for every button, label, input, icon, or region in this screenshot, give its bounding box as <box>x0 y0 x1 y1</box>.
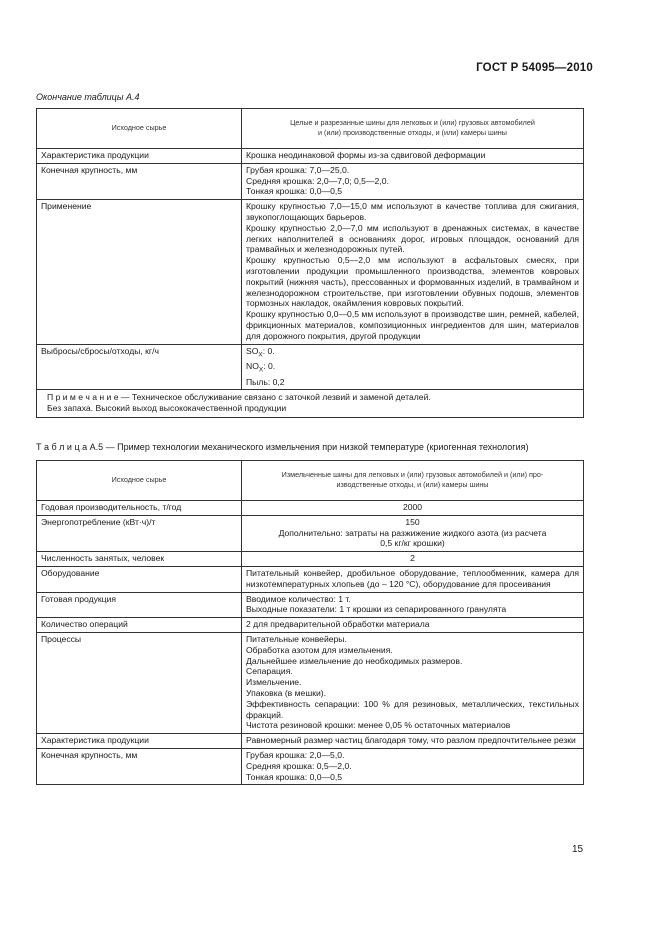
table-row <box>37 618 584 633</box>
row-label: Готовая продукция <box>37 592 242 618</box>
row-value: Вводимое количество: 1 т. Выходные показатели: 1 т крошки из сепарированного гранулята <box>242 592 584 618</box>
column-header-material: Измельченные шины для легковых и (или) грузовых автомобилей и (или) про- изводственные отходы, и (или) камеры шины <box>242 461 584 501</box>
row-value: 150 Дополнительно: затраты на разжижение жидкого азота (из расчета 0,5 кг/кг крошки) <box>242 515 584 551</box>
table-row <box>37 501 584 516</box>
table-a5 <box>36 460 584 785</box>
row-label: Годовая производительность, т/год <box>37 501 242 516</box>
row-label: Количество операций <box>37 618 242 633</box>
table-header-row <box>37 461 584 501</box>
table-note-row <box>37 390 584 418</box>
row-value: Грубая крошка: 2,0—5,0. Средняя крошка: 0,5—2,0. Тонкая крошка: 0,0—0,5 <box>242 748 584 784</box>
page-number: 15 <box>572 844 584 855</box>
column-header-source: Исходное сырье <box>37 461 242 501</box>
table-row <box>37 515 584 551</box>
table-row <box>37 552 584 567</box>
row-value: Равномерный размер частиц благодаря тому, что разлом предпочтительнее резки <box>242 734 584 749</box>
row-value: Крошку крупностью 7,0—15,0 мм используют в качестве топлива для сжигания, звукопоглощающих барьеров. Крошку крупностью 2,0—7,0 мм используют в дренажных системах, в качестве легких наполнителей в основаниях дорог, игровых площадок, оснований для трамвайных и железнодорожных путей. Крошку крупностью 0,5—2,0 мм используют в асфальтовых смесях, при изготовлении продукции промышленного производства, элементов ковровых покрытий (нижняя часть), прессованных и формованных изделий, в трамвайном и железнодорожном строительстве, при изготовлении обувных подошв, элементов тормозных накладок, окаймления ковровых покрытий. Крошку крупностью 0,0—0,5 мм используют в производстве шин, ремней, кабелей, фрикционных материалов, композиционных ингредиентов для шин, материалов для дорожного покрытия, другой продукции <box>242 200 584 344</box>
row-value: 2 <box>242 552 584 567</box>
row-value: Питательный конвейер, дробильное оборудование, теплообменник, камера для низкотемпературных хлопьев (до – 120 °С), оборудование для просеивания <box>242 566 584 592</box>
row-label: Конечная крупность, мм <box>37 748 242 784</box>
table-a4-caption: Окончание таблицы А.4 <box>36 92 140 102</box>
table-a5-caption: Т а б л и ц а А.5 — Пример технологии механического измельчения при низкой температуре (криогенная технология) <box>36 442 529 452</box>
table-row <box>37 592 584 618</box>
dust-value: Пыль: 0,2 <box>246 376 285 387</box>
table-row <box>37 734 584 749</box>
column-header-source: Исходное сырье <box>37 109 242 149</box>
row-value: 2000 <box>242 501 584 516</box>
table-row <box>37 748 584 784</box>
column-header-material: Целые и разрезанные шины для легковых и (или) грузовых автомобилей и (или) производственные отходы, и (или) камеры шины <box>242 109 584 149</box>
so-value: $SO_X$: 0. <box>246 345 275 359</box>
row-label: Характеристика продукции <box>37 734 242 749</box>
note-line-2: Без запаха. Высокий выход высококачественной продукции <box>47 403 287 414</box>
table-row <box>37 632 584 733</box>
row-label: Оборудование <box>37 566 242 592</box>
document-header: ГОСТ Р 54095—2010 <box>476 62 593 74</box>
no-value: $NO_X$: 0. <box>246 361 276 374</box>
row-label: Энергопотребление (кВт·ч)/т <box>37 515 242 551</box>
table-row <box>37 163 584 199</box>
row-label: Выбросы/сбросы/отходы, кг/ч <box>37 344 242 390</box>
row-label: Численность занятых, человек <box>37 552 242 567</box>
row-value: Крошка неодинаковой формы из-за сдвиговой деформации <box>242 149 584 164</box>
table-row <box>37 344 584 390</box>
row-label: Характеристика продукции <box>37 149 242 164</box>
note-label: П р и м е ч а н и е <box>47 392 119 403</box>
row-value: 2 для предварительной обработки материала <box>242 618 584 633</box>
row-value: Грубая крошка: 7,0—25,0. Средняя крошка: 2,0—7,0; 0,5—2,0. Тонкая крошка: 0,0—0,5 <box>242 163 584 199</box>
row-value <box>242 344 584 390</box>
table-row <box>37 200 584 344</box>
table-row <box>37 566 584 592</box>
note-text: — Техническое обслуживание связано с заточкой лезвий и заменой деталей. <box>118 392 431 403</box>
row-value: Питательные конвейеры. Обработка азотом для измельчения. Дальнейшее измельчение до необходимых размеров. Сепарация. Измельчение. Упаковка (в мешки). Эффективность сепарации: 100 % для резиновых, металлических, текстильных фракций. Чистота резиновой крошки: менее 0,05 % остаточных материалов <box>242 632 584 733</box>
row-label: Процессы <box>37 632 242 733</box>
table-header-row <box>37 109 584 149</box>
table-a4 <box>36 108 584 418</box>
row-label: Конечная крупность, мм <box>37 163 242 199</box>
row-label: Применение <box>37 200 242 344</box>
table-note <box>37 390 584 418</box>
table-row <box>37 149 584 164</box>
